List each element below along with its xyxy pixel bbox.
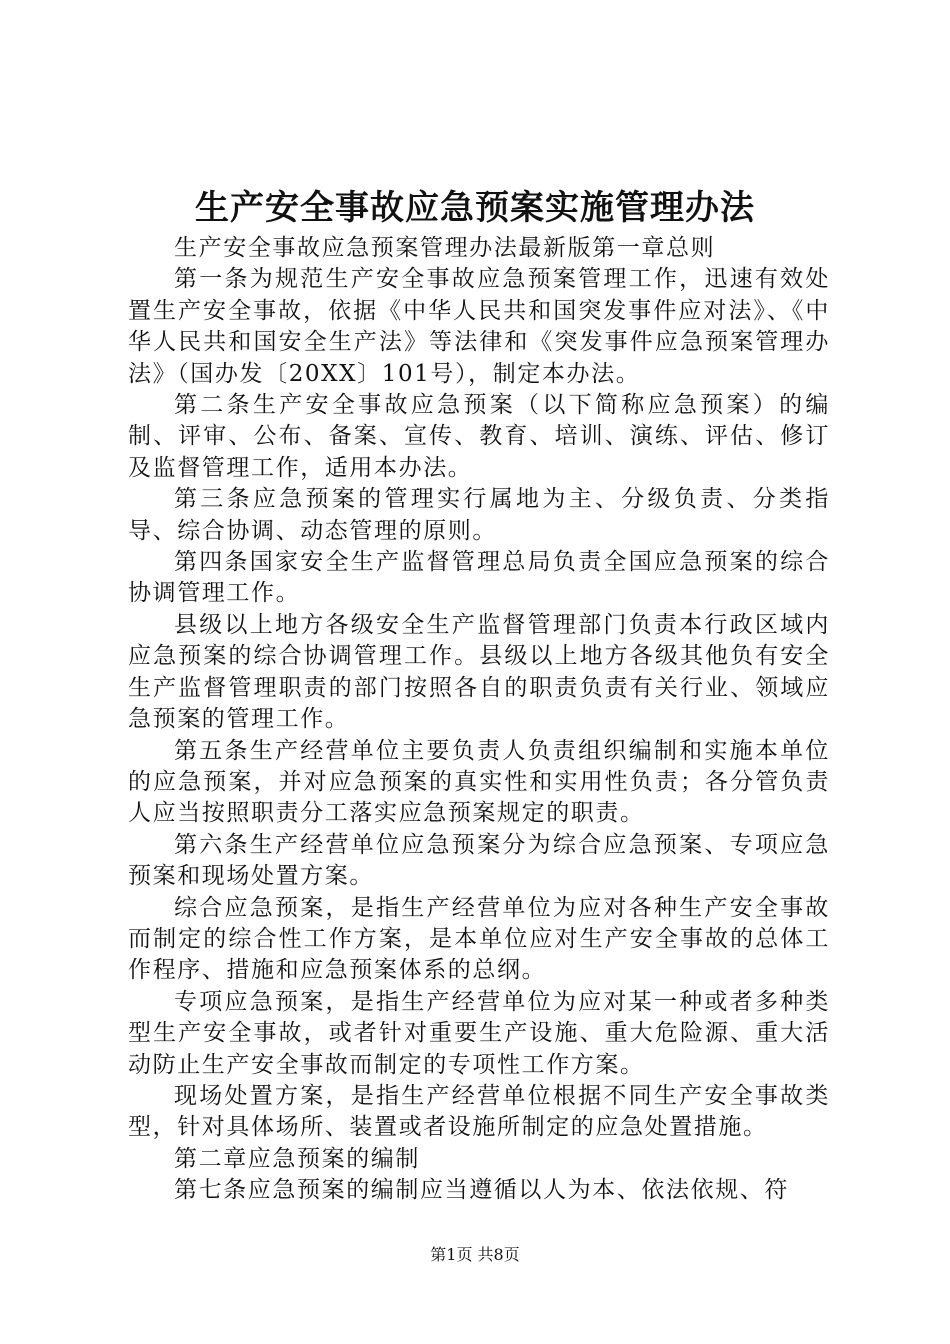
paragraph: 综合应急预案，是指生产经营单位为应对各种生产安全事故而制定的综合性工作方案，是本单位应对生产安全事故的总体工作程序、措施和应急预案体系的总纲。	[128, 894, 830, 984]
page-footer: 第1页 共8页	[430, 1245, 520, 1264]
paragraph: 第三条应急预案的管理实行属地为主、分级负责、分类指导、综合协调、动态管理的原则。	[128, 486, 830, 544]
document-title: 生产安全事故应急预案实施管理办法	[195, 188, 755, 228]
paragraph: 第六条生产经营单位应急预案分为综合应急预案、专项应急预案和现场处置方案。	[128, 831, 830, 890]
paragraph: 现场处置方案，是指生产经营单位根据不同生产安全事故类型，针对具体场所、装置或者设施所制定的应急处置措施。	[128, 1082, 830, 1141]
paragraph: 第四条国家安全生产监督管理总局负责全国应急预案的综合协调管理工作。	[128, 549, 830, 607]
document-body	[128, 233, 830, 1207]
chapter-heading: 第二章应急预案的编制	[174, 1145, 420, 1172]
paragraph: 生产安全事故应急预案管理办法最新版第一章总则	[174, 235, 716, 261]
paragraph: 第七条应急预案的编制应当遵循以人为本、依法依规、符	[174, 1177, 789, 1204]
paragraph: 第一条为规范生产安全事故应急预案管理工作，迅速有效处置生产安全事故，依据《中华人民共和国突发事件应对法》、《中华人民共和国安全生产法》等法律和《突发事件应急预案管理办法》（国办发〔20XX〕101号），制定本办法。	[128, 266, 830, 387]
paragraph: 第二条生产安全事故应急预案（以下简称应急预案）的编制、评审、公布、备案、宣传、教育、培训、演练、评估、修订及监督管理工作，适用本办法。	[128, 392, 830, 481]
paragraph: 专项应急预案，是指生产经营单位为应对某一种或者多种类型生产安全事故，或者针对重要生产设施、重大危险源、重大活动防止生产安全事故而制定的专项性工作方案。	[128, 988, 830, 1078]
paragraph: 县级以上地方各级安全生产监督管理部门负责本行政区域内应急预案的综合协调管理工作。县级以上地方各级其他负有安全生产监督管理职责的部门按照各自的职责负责有关行业、领域应急预案的管理工作。	[128, 611, 830, 733]
paragraph: 第五条生产经营单位主要负责人负责组织编制和实施本单位的应急预案，并对应急预案的真实性和实用性负责；各分管负责人应当按照职责分工落实应急预案规定的职责。	[128, 737, 830, 827]
